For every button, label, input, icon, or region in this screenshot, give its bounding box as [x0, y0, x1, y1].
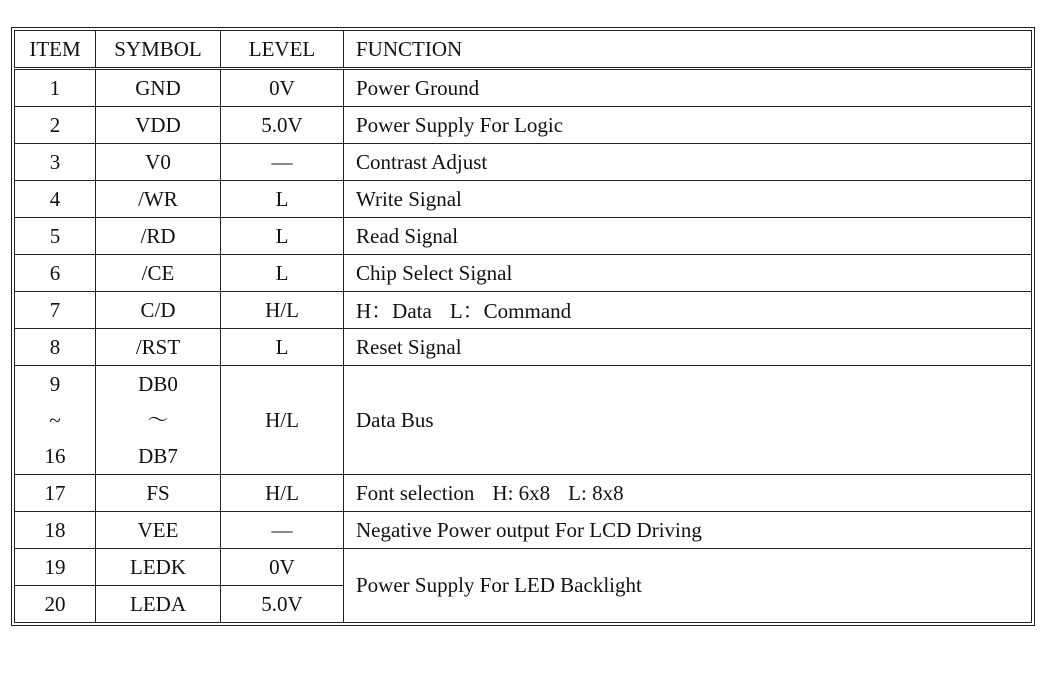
level-cell: 0V: [221, 69, 344, 107]
symbol-cell: /CE: [96, 255, 221, 292]
level-cell: L: [221, 255, 344, 292]
level-cell: —: [221, 512, 344, 549]
item-range-cell: [15, 366, 96, 475]
function-part-label: Font selection: [356, 480, 475, 505]
item-cell: 17: [15, 475, 96, 512]
item-cell: 18: [15, 512, 96, 549]
function-cell: Read Signal: [344, 218, 1032, 255]
level-cell: L: [221, 329, 344, 366]
symbol-cell: C/D: [96, 292, 221, 329]
header-item: ITEM: [15, 31, 96, 69]
symbol-range-end: DB7: [138, 444, 178, 468]
item-cell: 20: [15, 586, 96, 623]
function-cell: Write Signal: [344, 181, 1032, 218]
item-range-end: 16: [44, 444, 66, 468]
symbol-cell: GND: [96, 69, 221, 107]
function-cell: [344, 292, 1032, 329]
level-cell: 5.0V: [221, 586, 344, 623]
function-part-h: H: 6x8: [492, 480, 551, 505]
header-row: [15, 31, 1032, 69]
function-cell: Power Ground: [344, 69, 1032, 107]
symbol-range-cell: [96, 366, 221, 475]
level-cell: H/L: [221, 475, 344, 512]
level-cell: H/L: [221, 292, 344, 329]
item-cell: 5: [15, 218, 96, 255]
item-cell: 7: [15, 292, 96, 329]
function-cell: Power Supply For Logic: [344, 107, 1032, 144]
item-range-tilde: ~: [49, 408, 61, 432]
symbol-cell: /WR: [96, 181, 221, 218]
symbol-cell: VEE: [96, 512, 221, 549]
table-row: [15, 255, 1032, 292]
level-cell: 5.0V: [221, 107, 344, 144]
pin-definition-table: [14, 30, 1032, 623]
function-cell: Chip Select Signal: [344, 255, 1032, 292]
table-row: [15, 144, 1032, 181]
level-cell: L: [221, 181, 344, 218]
function-cell: [344, 475, 1032, 512]
data-bus-row: [15, 366, 1032, 475]
level-cell: L: [221, 218, 344, 255]
function-part-data: H：Data: [356, 299, 432, 323]
function-part-command: L：Command: [449, 299, 572, 323]
table-row: [15, 181, 1032, 218]
item-cell: 8: [15, 329, 96, 366]
table-row: [15, 475, 1032, 512]
level-cell: —: [221, 144, 344, 181]
header-function: FUNCTION: [344, 31, 1032, 69]
symbol-cell: VDD: [96, 107, 221, 144]
function-cell: Data Bus: [344, 366, 1032, 475]
symbol-cell: V0: [96, 144, 221, 181]
item-cell: 3: [15, 144, 96, 181]
table-row: [15, 69, 1032, 107]
symbol-cell: /RD: [96, 218, 221, 255]
item-cell: 2: [15, 107, 96, 144]
symbol-cell: LEDK: [96, 549, 221, 586]
pin-table-frame: [11, 27, 1035, 626]
function-cell: Negative Power output For LCD Driving: [344, 512, 1032, 549]
item-range-start: 9: [49, 372, 61, 396]
symbol-range-tilde: ～: [147, 408, 169, 432]
table-row: [15, 549, 1032, 586]
function-cell: Contrast Adjust: [344, 144, 1032, 181]
table-row: [15, 512, 1032, 549]
function-cell: Power Supply For LED Backlight: [344, 549, 1032, 623]
item-cell: 6: [15, 255, 96, 292]
header-level: LEVEL: [221, 31, 344, 69]
table-row: [15, 329, 1032, 366]
table-row: [15, 107, 1032, 144]
table-row: [15, 292, 1032, 329]
table-row: [15, 218, 1032, 255]
function-part-l: L: 8x8: [568, 480, 624, 505]
level-cell: 0V: [221, 549, 344, 586]
level-cell: H/L: [221, 366, 344, 475]
symbol-cell: FS: [96, 475, 221, 512]
symbol-cell: /RST: [96, 329, 221, 366]
header-symbol: SYMBOL: [96, 31, 221, 69]
function-cell: Reset Signal: [344, 329, 1032, 366]
symbol-cell: LEDA: [96, 586, 221, 623]
item-cell: 1: [15, 69, 96, 107]
item-cell: 19: [15, 549, 96, 586]
item-cell: 4: [15, 181, 96, 218]
symbol-range-start: DB0: [138, 372, 178, 396]
